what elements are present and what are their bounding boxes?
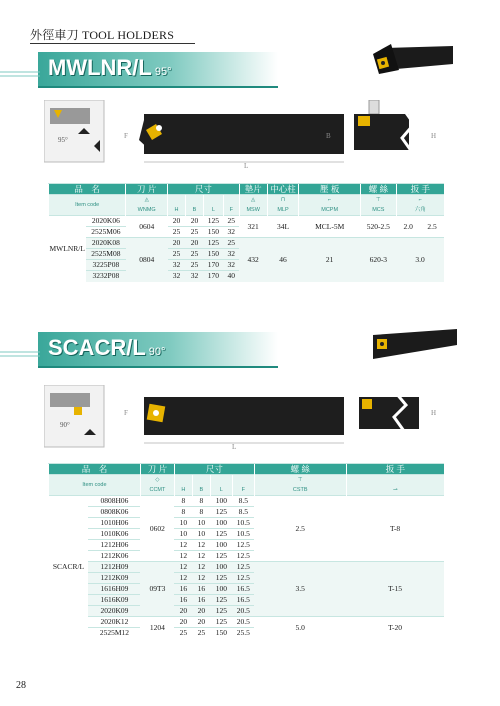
item-code: 1212H06 bbox=[88, 540, 140, 551]
subheader-screw: ⊤ MCS bbox=[360, 195, 396, 216]
family-name: MWLNR/L bbox=[49, 216, 86, 282]
diagram-angle-label: 95° bbox=[58, 136, 68, 144]
item-code: 1212K06 bbox=[88, 551, 140, 562]
header-rule bbox=[30, 43, 195, 44]
wrench-value: T-20 bbox=[346, 617, 444, 639]
screw-icon: ⊤ bbox=[375, 197, 381, 203]
section2-angle: 90° bbox=[148, 346, 166, 358]
col-header-dimensions: 尺寸 bbox=[174, 464, 254, 475]
section2-banner bbox=[38, 332, 278, 368]
dim-L-label: L bbox=[232, 443, 237, 451]
col-header-wrench: 扳 手 bbox=[346, 464, 444, 475]
insert-value: 09T3 bbox=[140, 562, 174, 617]
screw-value: 620-3 bbox=[360, 238, 396, 282]
item-code: 0808H06 bbox=[88, 496, 140, 507]
screw-value: 3.5 bbox=[254, 562, 346, 617]
item-code: 2020K12 bbox=[88, 617, 140, 628]
insert-value: 0804 bbox=[126, 238, 168, 282]
col-header-screw: 螺 絲 bbox=[254, 464, 346, 475]
subheader-H: H bbox=[174, 475, 192, 496]
clamp-icon: ⌐ bbox=[328, 197, 332, 203]
decorative-stripes bbox=[0, 70, 40, 82]
wrench-value: 2.5 bbox=[420, 216, 444, 238]
subheader-B: B bbox=[185, 195, 203, 216]
mwlnr-dimension-diagram bbox=[44, 100, 444, 170]
decorative-stripes bbox=[0, 350, 40, 362]
col-header-insert: 刀 片 bbox=[126, 184, 168, 195]
item-code: 2020K09 bbox=[88, 606, 140, 617]
pin-value: 34L bbox=[267, 216, 299, 238]
col-header-name: 品 名 bbox=[49, 184, 126, 195]
wrench-value: 2.0 bbox=[396, 216, 420, 238]
item-code: 2525M12 bbox=[88, 628, 140, 639]
insert-value: 1204 bbox=[140, 617, 174, 639]
subheader-wrench: ⌐ 六角 bbox=[396, 195, 444, 216]
dim-L-label: L bbox=[244, 162, 249, 170]
subheader-wrench bbox=[346, 475, 444, 496]
subheader-screw: ⊤ CSTB bbox=[254, 475, 346, 496]
subheader-H: H bbox=[168, 195, 186, 216]
subheader-clamp: ⌐ MCPM bbox=[299, 195, 361, 216]
item-code: 3225P08 bbox=[86, 260, 126, 271]
shim-icon: ◬ bbox=[251, 197, 256, 203]
scacr-dimension-diagram bbox=[44, 385, 444, 455]
col-header-insert: 刀 片 bbox=[140, 464, 174, 475]
item-code: 2525M06 bbox=[86, 227, 126, 238]
section1-angle: 95° bbox=[154, 66, 172, 78]
hex-key-icon: ⌐ bbox=[418, 197, 422, 203]
shim-value: 321 bbox=[239, 216, 267, 238]
dim-F-label: F bbox=[124, 132, 128, 140]
wrench-value: T-15 bbox=[346, 562, 444, 617]
page-header-title: 外徑車刀 TOOL HOLDERS bbox=[30, 28, 175, 42]
subheader-pin: ⊓ MLP bbox=[267, 195, 299, 216]
pin-icon: ⊓ bbox=[280, 197, 286, 203]
item-code: 2525M08 bbox=[86, 249, 126, 260]
item-code: 1212H09 bbox=[88, 562, 140, 573]
section2-title bbox=[48, 335, 165, 361]
item-code: 3232P08 bbox=[86, 271, 126, 282]
insert-value: 0604 bbox=[126, 216, 168, 238]
tool-holder-photo bbox=[365, 325, 460, 365]
pin-value: 46 bbox=[267, 238, 299, 282]
dim-H-label: H bbox=[431, 409, 437, 417]
col-header-wrench: 扳 手 bbox=[396, 184, 444, 195]
insert-icon: ◇ bbox=[155, 477, 160, 483]
scacr-spec-table: 品 名 刀 片 尺寸 螺 絲 扳 手 Item code ◇ CCMT H B L F ⊤ CSTB ⊸ SCACR/L 0808H06 0602 8 8 100 8.5 2.5 T-8 0808K06 8 8 125 8.5 1010H06 10 10 100 10.5 1010K06 10 10 125 10.5 1212H06 12 12 100 12.5 1212K06 12 12 125 12.5 1212H09 09T3 12 12 100 12.5 3.5 T-15 1212K09 12 12 125 12.5 1616H09 16 16 100 16.5 1616K09 16 16 125 16.5 2020K09 20 20 125 20.5 2020K12 1204 20 20 125 20.5 5.0 T-20 2525M12 25 25 150 25.5 bbox=[48, 463, 444, 639]
item-code: 0808K06 bbox=[88, 507, 140, 518]
mwlnr-spec-table: 品 名 刀 片 尺寸 墊片 中心柱 壓 板 螺 絲 扳 手 Item code ◬ WNMG H B L F ◬ MSW ⊓ MLP ⌐ MCPM ⊤ MCS ⌐ 六角 MWLNR/L 2020K06 0604 20 20 125 25 321 34L MCL-5M 520-2.5 2.0 2.5 2525M06 25 25 150 32 2020K08 0804 20 20 125 25 432 46 21 620-3 3.0 2525M08 25 25 150 32 3225P08 32 25 170 32 3232P08 32 32 170 40 bbox=[48, 183, 444, 282]
subheader-item-code: Item code bbox=[49, 475, 141, 496]
screw-value: 2.5 bbox=[254, 496, 346, 562]
clamp-value: 21 bbox=[299, 238, 361, 282]
subheader-F: F bbox=[223, 195, 239, 216]
subheader-insert: ◬ WNMG bbox=[126, 195, 168, 216]
subheader-shim: ◬ MSW bbox=[239, 195, 267, 216]
item-code: 2020K08 bbox=[86, 238, 126, 249]
item-code: 1212K09 bbox=[88, 573, 140, 584]
item-code: 1616H09 bbox=[88, 584, 140, 595]
insert-icon: ◬ bbox=[144, 197, 149, 203]
torx-key-icon: ⊸ bbox=[393, 487, 398, 493]
item-code: 1010H06 bbox=[88, 518, 140, 529]
shim-value: 432 bbox=[239, 238, 267, 282]
family-name: SCACR/L bbox=[49, 496, 89, 639]
col-header-pin: 中心柱 bbox=[267, 184, 299, 195]
col-header-shim: 墊片 bbox=[239, 184, 267, 195]
item-code: 1616K09 bbox=[88, 595, 140, 606]
wrench-value: 3.0 bbox=[396, 238, 444, 282]
item-code: 2020K06 bbox=[86, 216, 126, 227]
diagram-angle-label: 90° bbox=[60, 421, 70, 429]
col-header-name: 品 名 bbox=[49, 464, 141, 475]
dim-F-label: F bbox=[124, 409, 128, 417]
subheader-L: L bbox=[203, 195, 223, 216]
col-header-clamp: 壓 板 bbox=[299, 184, 361, 195]
subheader-F: F bbox=[232, 475, 254, 496]
page-number: 28 bbox=[16, 680, 26, 691]
subheader-L: L bbox=[210, 475, 232, 496]
subheader-item-code: Item code bbox=[49, 195, 126, 216]
col-header-screw: 螺 絲 bbox=[360, 184, 396, 195]
clamp-value: MCL-5M bbox=[299, 216, 361, 238]
subheader-insert: ◇ CCMT bbox=[140, 475, 174, 496]
screw-value: 5.0 bbox=[254, 617, 346, 639]
section1-banner bbox=[38, 52, 278, 88]
dim-B-label: B bbox=[326, 132, 331, 140]
screw-value: 520-2.5 bbox=[360, 216, 396, 238]
item-code: 1010K06 bbox=[88, 529, 140, 540]
section2-name: SCACR/L bbox=[48, 335, 146, 360]
col-header-dimensions: 尺寸 bbox=[168, 184, 240, 195]
subheader-B: B bbox=[192, 475, 210, 496]
insert-value: 0602 bbox=[140, 496, 174, 562]
tool-holder-photo bbox=[365, 40, 455, 80]
wrench-value: T-8 bbox=[346, 496, 444, 562]
section1-title bbox=[48, 55, 172, 81]
section1-name: MWLNR/L bbox=[48, 55, 152, 80]
screw-icon: ⊤ bbox=[297, 477, 303, 483]
dim-H-label: H bbox=[431, 132, 437, 140]
